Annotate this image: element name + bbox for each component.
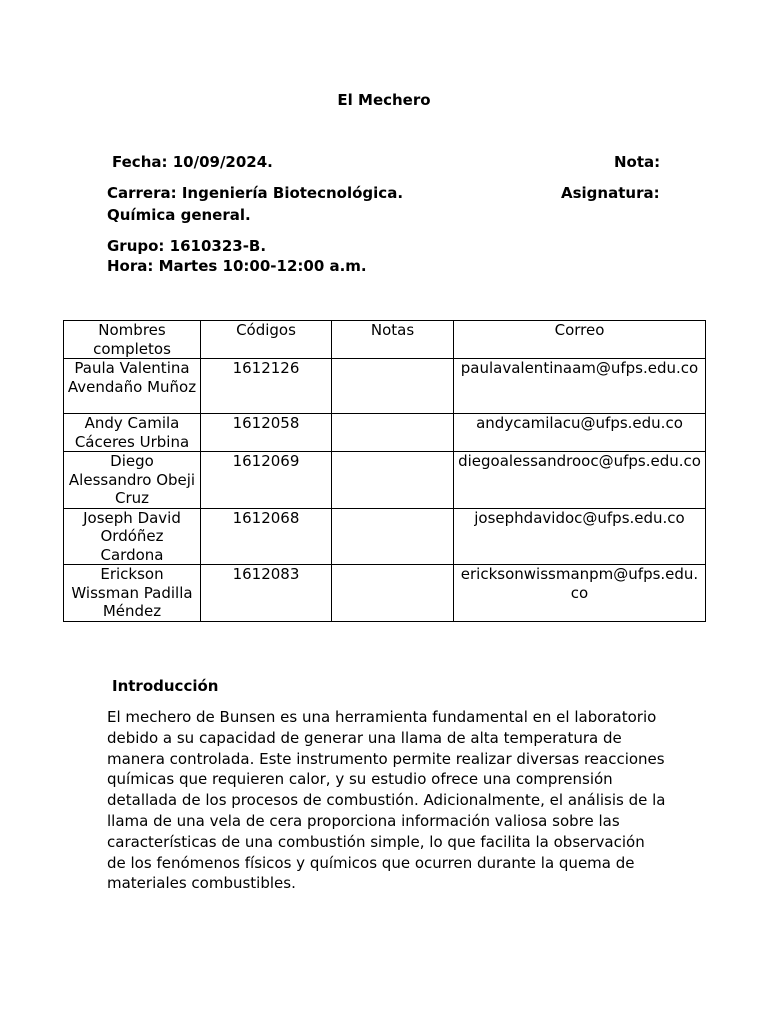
student-name: Diego Alessandro Obeji Cruz — [64, 452, 201, 509]
column-header-correo: Correo — [454, 321, 706, 359]
student-email: josephdavidoc@ufps.edu.co — [454, 508, 706, 565]
student-name: Paula Valentina Avendaño Muñoz — [64, 359, 201, 414]
student-code: 1612126 — [201, 359, 332, 414]
student-code: 1612068 — [201, 508, 332, 565]
table-row — [64, 565, 706, 622]
student-grade — [332, 565, 454, 622]
table-row — [64, 359, 706, 414]
document-title: El Mechero — [337, 91, 431, 109]
column-header-nombres: Nombres completos — [64, 321, 201, 359]
curso-field: Química general. — [107, 206, 251, 224]
student-code: 1612069 — [201, 452, 332, 509]
student-grade — [332, 452, 454, 509]
student-code: 1612058 — [201, 414, 332, 452]
student-grade — [332, 414, 454, 452]
student-name: Andy Camila Cáceres Urbina — [64, 414, 201, 452]
carrera-field: Carrera: Ingeniería Biotecnológica. — [107, 184, 404, 202]
column-header-notas: Notas — [332, 321, 454, 359]
student-email: ericksonwissmanpm@ufps.edu.co — [454, 565, 706, 622]
table-header-row — [64, 321, 706, 359]
column-header-codigos: Códigos — [201, 321, 332, 359]
intro-paragraph: El mechero de Bunsen es una herramienta fundamental en el laboratorio debido a su capacidad de generar una llama de alta temperatura de manera controlada. Este instrumento permite realizar diversas reacciones químicas que requieren calor, y su estudio ofrece una comprensión detallada de los procesos de combustión. Adicionalmente, el análisis de la llama de una vela de cera proporciona información valiosa sobre las características de una combustión simple, lo que facilita la observación de los fenómenos físicos y químicos que ocurren durante la quema de materiales combustibles. — [107, 708, 666, 893]
students-table — [63, 320, 706, 622]
asignatura-field: Asignatura: — [561, 184, 660, 202]
table-row — [64, 452, 706, 509]
student-code: 1612083 — [201, 565, 332, 622]
student-grade — [332, 508, 454, 565]
student-name: Joseph David Ordóñez Cardona — [64, 508, 201, 565]
student-email: diegoalessandrooc@ufps.edu.co — [454, 452, 706, 509]
intro-heading: Introducción — [112, 677, 219, 695]
student-grade — [332, 359, 454, 414]
table-row — [64, 414, 706, 452]
student-email: andycamilacu@ufps.edu.co — [454, 414, 706, 452]
student-name: Erickson Wissman Padilla Méndez — [64, 565, 201, 622]
grupo-field: Grupo: 1610323-B. — [107, 237, 267, 255]
fecha-field: Fecha: 10/09/2024. — [112, 153, 273, 171]
nota-field: Nota: — [614, 153, 661, 171]
hora-field: Hora: Martes 10:00-12:00 a.m. — [107, 257, 367, 275]
table-row — [64, 508, 706, 565]
student-email: paulavalentinaam@ufps.edu.co — [454, 359, 706, 414]
